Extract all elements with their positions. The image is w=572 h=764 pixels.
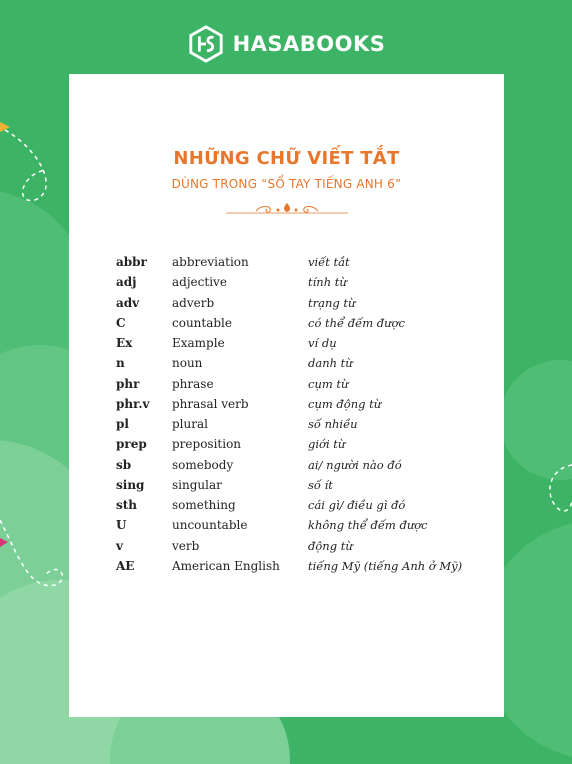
vietnamese-meaning: cụm từ — [308, 376, 349, 391]
english-meaning: American English — [172, 558, 280, 573]
vietnamese-meaning: ví dụ — [308, 336, 337, 350]
abbreviation-row — [116, 313, 476, 333]
abbreviation-row — [116, 374, 476, 394]
vietnamese-meaning: ai/ người nào đó — [308, 457, 402, 472]
abbreviation-row — [116, 333, 476, 353]
abbreviation-row — [116, 455, 476, 475]
abbreviation-row — [116, 536, 476, 556]
abbreviation-row — [116, 252, 476, 272]
english-meaning: countable — [172, 315, 232, 330]
abbreviation-term: C — [116, 315, 126, 330]
abbreviation-row — [116, 353, 476, 373]
hasabooks-logo-icon — [187, 25, 225, 63]
abbreviation-row — [116, 272, 476, 292]
abbreviation-row — [116, 293, 476, 313]
english-meaning: abbreviation — [172, 255, 249, 269]
abbreviation-term: Ex — [116, 336, 133, 350]
english-meaning: phrase — [172, 376, 214, 391]
abbreviation-row — [116, 515, 476, 535]
abbreviation-term: adj — [116, 275, 137, 290]
vietnamese-meaning: trạng từ — [308, 295, 356, 310]
abbreviation-term: pl — [116, 417, 129, 431]
vietnamese-meaning: cụm động từ — [308, 396, 382, 411]
english-meaning: somebody — [172, 457, 234, 472]
brand-name: HASABOOKS — [232, 32, 386, 56]
english-meaning: adverb — [172, 295, 215, 310]
abbreviation-term: adv — [116, 295, 140, 310]
abbreviation-term: phr.v — [116, 396, 150, 411]
vietnamese-meaning: tính từ — [308, 275, 347, 290]
page-title: NHỮNG CHỮ VIẾT TẮT — [173, 148, 400, 169]
vietnamese-meaning: viết tắt — [308, 255, 350, 269]
english-meaning: adjective — [172, 275, 227, 290]
vietnamese-meaning: không thể đếm được — [308, 518, 428, 533]
abbreviation-term: AE — [116, 558, 135, 573]
abbreviation-term: sth — [116, 498, 138, 512]
english-meaning: plural — [172, 417, 208, 431]
abbreviation-row — [116, 475, 476, 495]
vietnamese-meaning: giới từ — [308, 437, 346, 452]
abbreviation-term: prep — [116, 437, 147, 452]
brand-header — [0, 24, 572, 64]
english-meaning: something — [172, 498, 236, 512]
abbreviation-term: phr — [116, 376, 140, 391]
abbreviation-term: U — [116, 518, 127, 533]
english-meaning: uncountable — [172, 518, 248, 533]
abbreviation-term: abbr — [116, 255, 147, 269]
vietnamese-meaning: số ít — [308, 477, 333, 492]
vietnamese-meaning: số nhiều — [308, 417, 358, 431]
english-meaning: verb — [172, 538, 200, 553]
abbreviation-row — [116, 414, 476, 434]
english-meaning: preposition — [172, 437, 242, 452]
page-subtitle: DÙNG TRONG “SỔ TAY TIẾNG ANH 6” — [171, 177, 402, 191]
english-meaning: singular — [172, 477, 222, 492]
abbreviation-list — [116, 252, 476, 576]
abbreviation-term: sing — [116, 477, 145, 492]
vietnamese-meaning: danh từ — [308, 356, 353, 371]
abbreviation-row — [116, 394, 476, 414]
vietnamese-meaning: động từ — [308, 538, 353, 553]
english-meaning: noun — [172, 356, 203, 371]
abbreviation-term: v — [116, 538, 123, 553]
english-meaning: Example — [172, 336, 225, 350]
abbreviation-row — [116, 434, 476, 454]
vietnamese-meaning: cái gì/ điều gì đó — [308, 498, 406, 512]
vietnamese-meaning: có thể đếm được — [308, 315, 405, 330]
abbreviation-row — [116, 495, 476, 515]
abbreviation-term: sb — [116, 457, 132, 472]
ornament-divider-icon — [226, 202, 348, 216]
abbreviation-row — [116, 556, 476, 576]
content-page — [69, 74, 504, 717]
abbreviation-term: n — [116, 356, 125, 371]
vietnamese-meaning: tiếng Mỹ (tiếng Anh ở Mỹ) — [308, 558, 463, 573]
english-meaning: phrasal verb — [172, 396, 249, 411]
